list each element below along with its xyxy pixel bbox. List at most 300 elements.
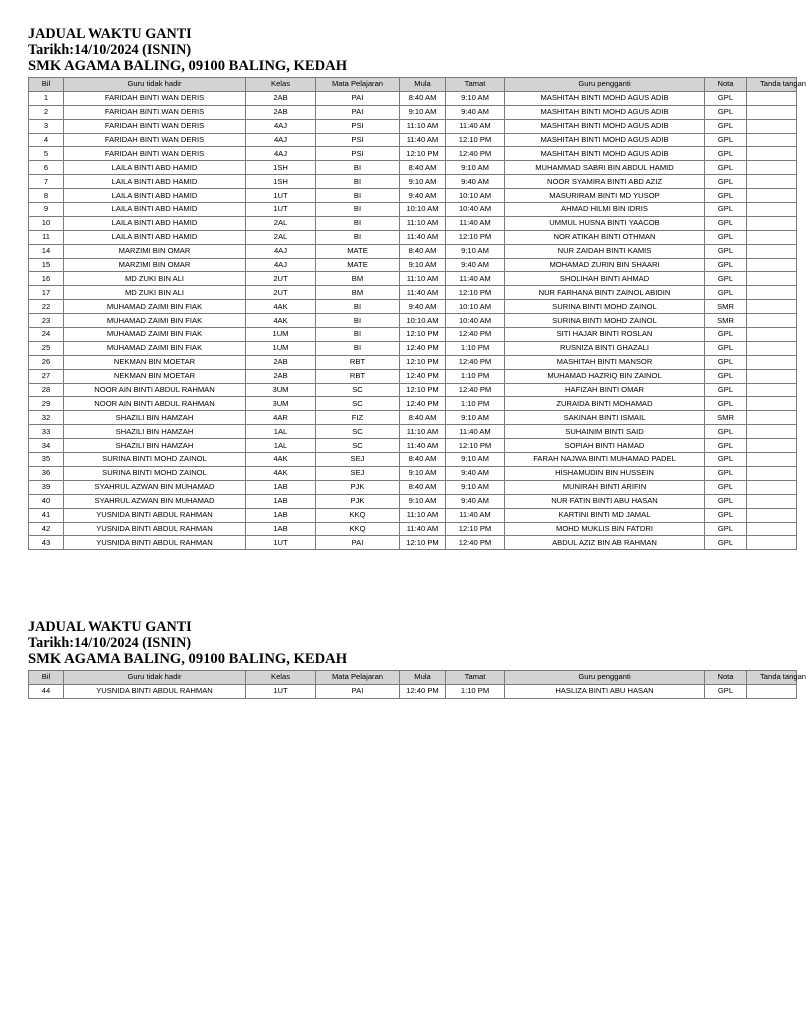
table-row [29, 480, 797, 494]
cell-subject: BM [316, 286, 400, 300]
cell-end: 12:10 PM [446, 522, 505, 536]
cell-absent-teacher: MUHAMAD ZAIMI BIN FIAK [64, 328, 246, 342]
cell-bil: 28 [29, 383, 64, 397]
cell-note: GPL [705, 453, 747, 467]
cell-subject: BI [316, 341, 400, 355]
cell-absent-teacher: FARIDAH BINTI WAN DERIS [64, 105, 246, 119]
cell-absent-teacher: LAILA BINTI ABD HAMID [64, 161, 246, 175]
cell-subject: BI [316, 300, 400, 314]
cell-substitute-teacher: MASHITAH BINTI MOHD AGUS ADIB [505, 147, 705, 161]
cell-substitute-teacher: MOHAMAD ZURIN BIN SHAARI [505, 258, 705, 272]
cell-note: GPL [705, 383, 747, 397]
cell-signature [747, 355, 797, 369]
cell-bil: 29 [29, 397, 64, 411]
cell-subject: PJK [316, 480, 400, 494]
cell-substitute-teacher: SAKINAH BINTI ISMAIL [505, 411, 705, 425]
cell-start: 9:10 AM [400, 258, 446, 272]
cell-bil: 5 [29, 147, 64, 161]
cell-bil: 25 [29, 341, 64, 355]
table-body [29, 91, 797, 549]
cell-absent-teacher: SHAZILI BIN HAMZAH [64, 439, 246, 453]
cell-signature [747, 314, 797, 328]
table-body [29, 684, 797, 698]
cell-class: 3UM [246, 383, 316, 397]
cell-substitute-teacher: MUNIRAH BINTI ARIFIN [505, 480, 705, 494]
table-row [29, 411, 797, 425]
cell-bil: 43 [29, 536, 64, 550]
cell-signature [747, 216, 797, 230]
cell-start: 10:10 AM [400, 314, 446, 328]
cell-substitute-teacher: MASHITAH BINTI MANSOR [505, 355, 705, 369]
cell-note: GPL [705, 522, 747, 536]
cell-subject: BI [316, 189, 400, 203]
cell-signature [747, 175, 797, 189]
cell-bil: 2 [29, 105, 64, 119]
cell-absent-teacher: FARIDAH BINTI WAN DERIS [64, 91, 246, 105]
table-row [29, 203, 797, 217]
cell-note: GPL [705, 161, 747, 175]
cell-substitute-teacher: MASHITAH BINTI MOHD AGUS ADIB [505, 133, 705, 147]
cell-absent-teacher: NEKMAN BIN MOETAR [64, 355, 246, 369]
cell-substitute-teacher: MASURIRAM BINTI MD YUSOP [505, 189, 705, 203]
cell-start: 12:10 PM [400, 355, 446, 369]
cell-note: SMR [705, 314, 747, 328]
column-header-end: Tamat [446, 671, 505, 685]
cell-bil: 7 [29, 175, 64, 189]
cell-bil: 14 [29, 244, 64, 258]
cell-start: 8:40 AM [400, 161, 446, 175]
cell-signature [747, 119, 797, 133]
cell-bil: 1 [29, 91, 64, 105]
table-row [29, 244, 797, 258]
timetable-sheet-1 [28, 26, 806, 550]
cell-substitute-teacher: MUHAMAD HAZRIQ BIN ZAINOL [505, 369, 705, 383]
cell-note: GPL [705, 536, 747, 550]
cell-signature [747, 161, 797, 175]
cell-bil: 39 [29, 480, 64, 494]
cell-bil: 26 [29, 355, 64, 369]
cell-subject: RBT [316, 355, 400, 369]
cell-end: 12:40 PM [446, 383, 505, 397]
cell-start: 11:40 AM [400, 286, 446, 300]
cell-bil: 34 [29, 439, 64, 453]
cell-end: 12:10 PM [446, 133, 505, 147]
cell-bil: 24 [29, 328, 64, 342]
column-header-class: Kelas [246, 78, 316, 92]
cell-end: 1:10 PM [446, 341, 505, 355]
cell-note: GPL [705, 439, 747, 453]
table-row [29, 383, 797, 397]
cell-subject: KKQ [316, 508, 400, 522]
cell-subject: FIZ [316, 411, 400, 425]
cell-subject: PAI [316, 105, 400, 119]
cell-signature [747, 369, 797, 383]
cell-substitute-teacher: RUSNIZA BINTI GHAZALI [505, 341, 705, 355]
cell-start: 8:40 AM [400, 480, 446, 494]
cell-class: 1UT [246, 684, 316, 698]
cell-substitute-teacher: NOR ATIKAH BINTI OTHMAN [505, 230, 705, 244]
table-row [29, 522, 797, 536]
cell-substitute-teacher: SUHAINIM BINTI SAID [505, 425, 705, 439]
cell-end: 10:40 AM [446, 203, 505, 217]
cell-start: 10:10 AM [400, 203, 446, 217]
cell-subject: BI [316, 175, 400, 189]
cell-substitute-teacher: MOHD MUKLIS BIN FATDRI [505, 522, 705, 536]
cell-start: 12:10 PM [400, 328, 446, 342]
cell-bil: 42 [29, 522, 64, 536]
cell-end: 10:40 AM [446, 314, 505, 328]
column-header-subject: Mata Pelajaran [316, 671, 400, 685]
cell-note: GPL [705, 147, 747, 161]
cell-note: GPL [705, 397, 747, 411]
cell-start: 8:40 AM [400, 453, 446, 467]
cell-bil: 16 [29, 272, 64, 286]
table-row [29, 425, 797, 439]
cell-absent-teacher: SYAHRUL AZWAN BIN MUHAMAD [64, 494, 246, 508]
cell-substitute-teacher: SITI HAJAR BINTI ROSLAN [505, 328, 705, 342]
cell-end: 12:40 PM [446, 147, 505, 161]
cell-start: 11:40 AM [400, 133, 446, 147]
cell-note: GPL [705, 369, 747, 383]
column-header-class: Kelas [246, 671, 316, 685]
school-name: SMK AGAMA BALING, 09100 BALING, KEDAH [28, 651, 348, 667]
cell-signature [747, 244, 797, 258]
cell-class: 2AB [246, 91, 316, 105]
cell-absent-teacher: SHAZILI BIN HAMZAH [64, 425, 246, 439]
table-row [29, 286, 797, 300]
table-row [29, 230, 797, 244]
cell-subject: BM [316, 272, 400, 286]
cell-substitute-teacher: SURINA BINTI MOHD ZAINOL [505, 300, 705, 314]
cell-signature [747, 397, 797, 411]
cell-bil: 9 [29, 203, 64, 217]
cell-substitute-teacher: AHMAD HILMI BIN IDRIS [505, 203, 705, 217]
cell-bil: 36 [29, 466, 64, 480]
cell-subject: MATE [316, 258, 400, 272]
cell-subject: PSI [316, 133, 400, 147]
cell-class: 1AL [246, 439, 316, 453]
table-row [29, 161, 797, 175]
cell-note: GPL [705, 119, 747, 133]
cell-bil: 17 [29, 286, 64, 300]
cell-class: 1AB [246, 494, 316, 508]
cell-start: 12:40 PM [400, 341, 446, 355]
cell-start: 9:40 AM [400, 189, 446, 203]
cell-start: 12:40 PM [400, 684, 446, 698]
cell-absent-teacher: SYAHRUL AZWAN BIN MUHAMAD [64, 480, 246, 494]
cell-start: 11:10 AM [400, 216, 446, 230]
cell-end: 12:40 PM [446, 536, 505, 550]
cell-class: 4AJ [246, 147, 316, 161]
cell-note: GPL [705, 355, 747, 369]
cell-signature [747, 411, 797, 425]
cell-class: 1AL [246, 425, 316, 439]
cell-absent-teacher: FARIDAH BINTI WAN DERIS [64, 133, 246, 147]
cell-absent-teacher: NOOR AIN BINTI ABDUL RAHMAN [64, 397, 246, 411]
cell-end: 11:40 AM [446, 425, 505, 439]
cell-signature [747, 328, 797, 342]
cell-end: 1:10 PM [446, 684, 505, 698]
cell-note: GPL [705, 230, 747, 244]
table-row [29, 536, 797, 550]
cell-class: 4AK [246, 300, 316, 314]
cell-class: 3UM [246, 397, 316, 411]
cell-start: 11:40 AM [400, 439, 446, 453]
cell-class: 1SH [246, 161, 316, 175]
cell-class: 1UM [246, 328, 316, 342]
cell-note: GPL [705, 175, 747, 189]
cell-note: GPL [705, 216, 747, 230]
cell-note: GPL [705, 244, 747, 258]
cell-end: 1:10 PM [446, 369, 505, 383]
cell-absent-teacher: YUSNIDA BINTI ABDUL RAHMAN [64, 536, 246, 550]
cell-class: 4AK [246, 314, 316, 328]
cell-substitute-teacher: HASLIZA BINTI ABU HASAN [505, 684, 705, 698]
cell-absent-teacher: MUHAMAD ZAIMI BIN FIAK [64, 314, 246, 328]
column-header-bil: Bil [29, 671, 64, 685]
cell-class: 1AB [246, 508, 316, 522]
cell-note: SMR [705, 411, 747, 425]
cell-substitute-teacher: HAFIZAH BINTI OMAR [505, 383, 705, 397]
table-row [29, 328, 797, 342]
cell-class: 4AK [246, 453, 316, 467]
column-header-start: Mula [400, 78, 446, 92]
table-row [29, 133, 797, 147]
cell-bil: 8 [29, 189, 64, 203]
cell-bil: 4 [29, 133, 64, 147]
cell-signature [747, 189, 797, 203]
cell-substitute-teacher: MASHITAH BINTI MOHD AGUS ADIB [505, 105, 705, 119]
cell-bil: 23 [29, 314, 64, 328]
cell-absent-teacher: YUSNIDA BINTI ABDUL RAHMAN [64, 684, 246, 698]
sheet-title: JADUAL WAKTU GANTI [28, 26, 192, 42]
cell-absent-teacher: MARZIMI BIN OMAR [64, 258, 246, 272]
cell-signature [747, 147, 797, 161]
cell-class: 2UT [246, 286, 316, 300]
cell-signature [747, 453, 797, 467]
table-row [29, 341, 797, 355]
cell-end: 12:10 PM [446, 286, 505, 300]
cell-subject: BI [316, 203, 400, 217]
cell-substitute-teacher: ZURAIDA BINTI MOHAMAD [505, 397, 705, 411]
cell-end: 9:10 AM [446, 244, 505, 258]
cell-subject: BI [316, 314, 400, 328]
cell-start: 9:10 AM [400, 494, 446, 508]
cell-bil: 35 [29, 453, 64, 467]
cell-bil: 6 [29, 161, 64, 175]
cell-note: GPL [705, 258, 747, 272]
cell-absent-teacher: SURINA BINTI MOHD ZAINOL [64, 466, 246, 480]
cell-signature [747, 300, 797, 314]
cell-note: GPL [705, 91, 747, 105]
cell-absent-teacher: NOOR AIN BINTI ABDUL RAHMAN [64, 383, 246, 397]
cell-class: 2AB [246, 355, 316, 369]
cell-end: 9:10 AM [446, 411, 505, 425]
substitution-table [28, 670, 806, 699]
cell-absent-teacher: LAILA BINTI ABD HAMID [64, 175, 246, 189]
cell-substitute-teacher: NUR ZAIDAH BINTI KAMIS [505, 244, 705, 258]
cell-class: 1AB [246, 522, 316, 536]
cell-absent-teacher: FARIDAH BINTI WAN DERIS [64, 119, 246, 133]
table-row [29, 189, 797, 203]
cell-substitute-teacher: FARAH NAJWA BINTI MUHAMAD PADEL [505, 453, 705, 467]
table-row [29, 175, 797, 189]
cell-note: GPL [705, 189, 747, 203]
cell-absent-teacher: NEKMAN BIN MOETAR [64, 369, 246, 383]
cell-start: 8:40 AM [400, 91, 446, 105]
cell-note: GPL [705, 203, 747, 217]
cell-end: 9:10 AM [446, 161, 505, 175]
cell-substitute-teacher: ABDUL AZIZ BIN AB RAHMAN [505, 536, 705, 550]
cell-note: GPL [705, 508, 747, 522]
table-row [29, 355, 797, 369]
column-header-substitute-teacher: Guru pengganti [505, 671, 705, 685]
cell-signature [747, 272, 797, 286]
cell-absent-teacher: LAILA BINTI ABD HAMID [64, 216, 246, 230]
column-header-absent-teacher: Guru tidak hadir [64, 78, 246, 92]
cell-start: 11:10 AM [400, 119, 446, 133]
table-row [29, 105, 797, 119]
cell-signature [747, 466, 797, 480]
cell-absent-teacher: LAILA BINTI ABD HAMID [64, 189, 246, 203]
cell-end: 9:10 AM [446, 91, 505, 105]
cell-substitute-teacher: MASHITAH BINTI MOHD AGUS ADIB [505, 119, 705, 133]
cell-end: 11:40 AM [446, 508, 505, 522]
cell-class: 4AK [246, 466, 316, 480]
cell-subject: BI [316, 328, 400, 342]
cell-start: 11:10 AM [400, 272, 446, 286]
cell-end: 10:10 AM [446, 300, 505, 314]
cell-start: 12:40 PM [400, 397, 446, 411]
cell-end: 12:40 PM [446, 328, 505, 342]
cell-end: 12:40 PM [446, 355, 505, 369]
cell-subject: SC [316, 383, 400, 397]
cell-end: 12:10 PM [446, 439, 505, 453]
column-header-end: Tamat [446, 78, 505, 92]
cell-note: GPL [705, 328, 747, 342]
cell-signature [747, 230, 797, 244]
column-header-note: Nota [705, 671, 747, 685]
cell-bil: 3 [29, 119, 64, 133]
cell-signature [747, 508, 797, 522]
cell-end: 9:40 AM [446, 105, 505, 119]
cell-class: 4AJ [246, 133, 316, 147]
cell-signature [747, 425, 797, 439]
cell-class: 2AL [246, 230, 316, 244]
table-row [29, 119, 797, 133]
cell-start: 8:40 AM [400, 244, 446, 258]
cell-subject: SEJ [316, 453, 400, 467]
table-row [29, 453, 797, 467]
table-row [29, 508, 797, 522]
cell-signature [747, 522, 797, 536]
sheet-title: JADUAL WAKTU GANTI [28, 619, 192, 635]
cell-signature [747, 286, 797, 300]
cell-signature [747, 494, 797, 508]
table-row [29, 397, 797, 411]
cell-bil: 11 [29, 230, 64, 244]
table-row [29, 258, 797, 272]
cell-note: SMR [705, 300, 747, 314]
cell-absent-teacher: MUHAMAD ZAIMI BIN FIAK [64, 300, 246, 314]
cell-absent-teacher: MD ZUKI BIN ALI [64, 272, 246, 286]
table-header [29, 671, 806, 685]
cell-bil: 33 [29, 425, 64, 439]
table-row [29, 300, 797, 314]
cell-signature [747, 91, 797, 105]
column-header-signature: Tanda tangan [747, 671, 797, 685]
cell-bil: 40 [29, 494, 64, 508]
column-header-signature: Tanda tangan [747, 78, 797, 92]
cell-class: 4AJ [246, 258, 316, 272]
cell-substitute-teacher: MUHAMMAD SABRI BIN ABDUL HAMID [505, 161, 705, 175]
cell-start: 12:10 PM [400, 536, 446, 550]
cell-class: 2AB [246, 105, 316, 119]
cell-substitute-teacher: MASHITAH BINTI MOHD AGUS ADIB [505, 91, 705, 105]
cell-substitute-teacher: NOOR SYAMIRA BINTI ABD AZIZ [505, 175, 705, 189]
cell-class: 2AB [246, 369, 316, 383]
table-row [29, 91, 797, 105]
cell-bil: 27 [29, 369, 64, 383]
cell-end: 9:10 AM [446, 453, 505, 467]
cell-start: 11:40 AM [400, 522, 446, 536]
cell-subject: PJK [316, 494, 400, 508]
cell-substitute-teacher: KARTINI BINTI MD JAMAL [505, 508, 705, 522]
cell-class: 2UT [246, 272, 316, 286]
column-header-subject: Mata Pelajaran [316, 78, 400, 92]
cell-signature [747, 439, 797, 453]
cell-end: 10:10 AM [446, 189, 505, 203]
table-row [29, 314, 797, 328]
cell-end: 9:40 AM [446, 466, 505, 480]
cell-end: 9:10 AM [446, 480, 505, 494]
cell-signature [747, 133, 797, 147]
column-header-note: Nota [705, 78, 747, 92]
cell-end: 9:40 AM [446, 258, 505, 272]
cell-substitute-teacher: SOPIAH BINTI HAMAD [505, 439, 705, 453]
cell-class: 1UT [246, 189, 316, 203]
cell-note: GPL [705, 133, 747, 147]
table-row [29, 216, 797, 230]
cell-subject: RBT [316, 369, 400, 383]
cell-start: 12:10 PM [400, 147, 446, 161]
substitution-table [28, 77, 806, 550]
cell-note: GPL [705, 272, 747, 286]
cell-subject: BI [316, 161, 400, 175]
cell-end: 9:40 AM [446, 175, 505, 189]
cell-signature [747, 480, 797, 494]
cell-end: 11:40 AM [446, 119, 505, 133]
cell-class: 2AL [246, 216, 316, 230]
cell-class: 1AB [246, 480, 316, 494]
table-row [29, 439, 797, 453]
cell-subject: BI [316, 216, 400, 230]
table-row [29, 147, 797, 161]
table-row [29, 272, 797, 286]
table-row [29, 466, 797, 480]
cell-substitute-teacher: NUR FATIN BINTI ABU HASAN [505, 494, 705, 508]
column-header-bil: Bil [29, 78, 64, 92]
cell-absent-teacher: YUSNIDA BINTI ABDUL RAHMAN [64, 522, 246, 536]
cell-subject: SEJ [316, 466, 400, 480]
table-header [29, 78, 806, 92]
column-header-absent-teacher: Guru tidak hadir [64, 671, 246, 685]
cell-class: 1SH [246, 175, 316, 189]
cell-subject: PSI [316, 119, 400, 133]
cell-start: 9:40 AM [400, 300, 446, 314]
sheet-date: Tarikh:14/10/2024 (ISNIN) [28, 42, 192, 58]
cell-note: GPL [705, 105, 747, 119]
